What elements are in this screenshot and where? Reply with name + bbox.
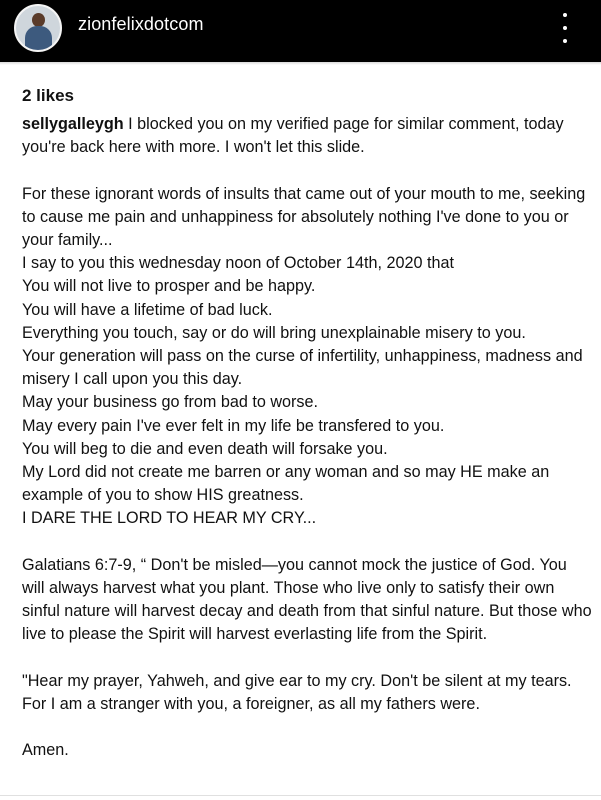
likes-count[interactable]: 2 likes [22,86,74,105]
profile-header [0,0,601,62]
more-options-icon[interactable] [558,13,572,43]
comment-author[interactable]: sellygalleygh [22,115,124,133]
avatar-head-shape [32,13,45,27]
profile-avatar[interactable] [14,4,62,52]
post-comments-area [22,85,592,763]
profile-username[interactable]: zionfelixdotcom [78,14,204,34]
bottom-divider [0,795,601,796]
comment [22,113,592,763]
avatar-body-shape [25,26,52,52]
more-dot [563,26,567,30]
more-dot [563,39,567,43]
more-dot [563,13,567,17]
comment-text: I blocked you on my verified page for similar comment, today you're back here with more. I won't let this slide. For these ignorant words of insults that came out of your mouth to me, seeking to cause me pain and unhappiness for absolutely nothing I've done to you or your family... I say to you this wednesday noon of October 14th, 2020 that You will not live to prosper and be happy. You will have a lifetime of bad luck. Everything you touch, say or do will bring unexplainable misery to you. Your generation will pass on the curse of infertility, unhappiness, madness and misery I call upon you this day. May your business go from bad to worse. May every pain I've ever felt in my life be transfered to you. You will beg to die and even death will forsake you. My Lord did not create me barren or any woman and so may HE make an example of you to show HIS greatness. I DARE THE LORD TO HEAR MY CRY... Galatians 6:7-9, “ Don't be misled—you cannot mock the justice of God. You will always harvest what you plant. Those who live only to satisfy their own sinful nature will harvest decay and death from that sinful nature. But those who live to please the Spirit will harvest everlasting life from the Spirit. "Hear my prayer, Yahweh, and give ear to my cry. Don't be silent at my tears. For I am a stranger with you, a foreigner, as all my fathers were. Amen. [22,115,592,760]
header-divider [0,62,601,65]
